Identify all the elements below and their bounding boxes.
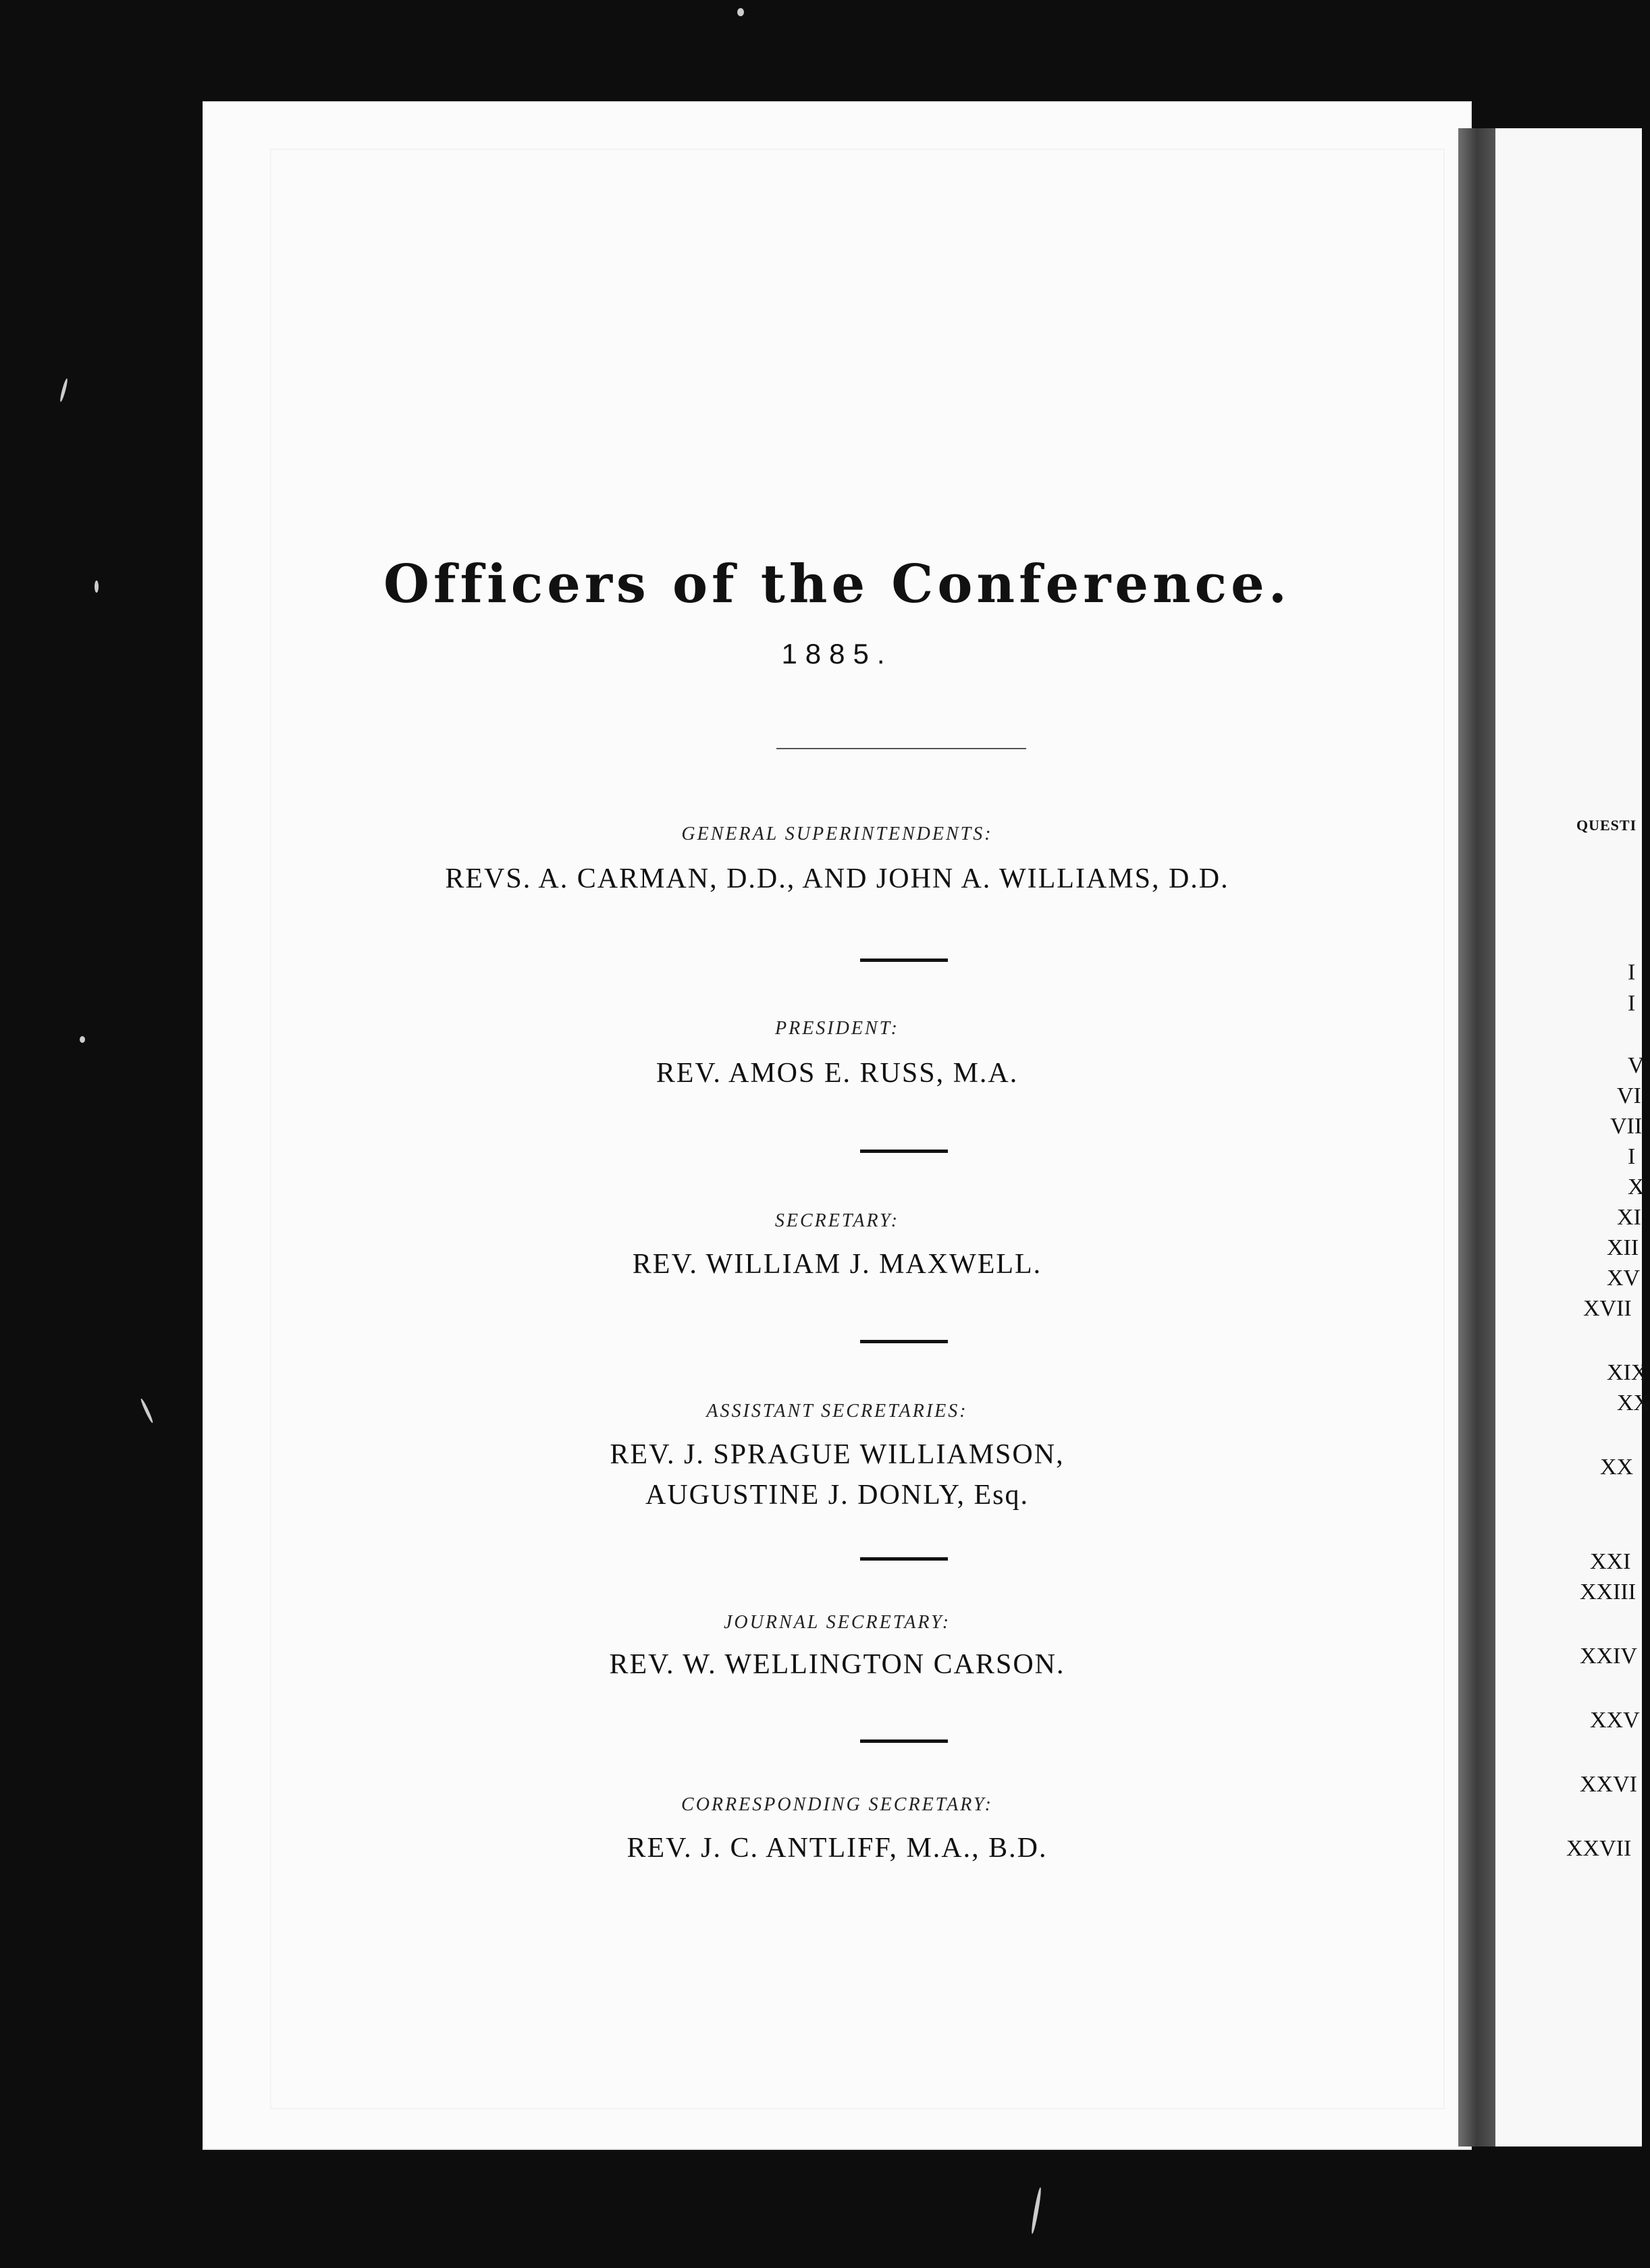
section-label: CORRESPONDING SECRETARY: <box>681 1794 993 1815</box>
facing-numeral: XII <box>1607 1235 1639 1260</box>
scan-speck <box>1030 2187 1042 2234</box>
section-divider <box>860 1340 948 1343</box>
section-names <box>203 1828 1472 1868</box>
facing-numeral: XXIII <box>1580 1580 1636 1604</box>
facing-numeral: I <box>1628 1144 1636 1169</box>
officer-name: REV. W. WELLINGTON CARSON. <box>609 1649 1065 1680</box>
section-names <box>203 1434 1472 1515</box>
page-title: Officers of the Conference. <box>383 554 1291 615</box>
section-names <box>203 1644 1472 1685</box>
page-year: 1885. <box>781 638 893 670</box>
section-names <box>203 859 1472 899</box>
facing-numeral: XV <box>1607 1266 1641 1291</box>
section-divider <box>860 1739 948 1743</box>
officer-name: REV. WILLIAM J. MAXWELL. <box>632 1249 1042 1280</box>
officer-name: REV. J. SPRAGUE WILLIAMSON, <box>610 1439 1065 1470</box>
facing-numeral: I <box>1628 991 1636 1016</box>
section-label: ASSISTANT SECRETARIES: <box>706 1401 968 1422</box>
facing-numeral: XXVII <box>1566 1836 1632 1861</box>
facing-numeral: V <box>1628 1053 1645 1078</box>
facing-numeral: XI <box>1617 1205 1641 1230</box>
section-divider <box>860 1150 948 1153</box>
section-label: PRESIDENT: <box>775 1018 899 1039</box>
section-label: GENERAL SUPERINTENDENTS: <box>681 824 993 844</box>
facing-numeral: XXIV <box>1580 1644 1637 1669</box>
facing-numeral: XXVI <box>1580 1772 1637 1797</box>
scan-speck <box>95 580 99 593</box>
section-divider <box>860 959 948 962</box>
facing-numeral: XX <box>1600 1455 1634 1480</box>
scan-speck <box>59 378 68 402</box>
facing-numeral: XXI <box>1590 1549 1631 1574</box>
section-label: JOURNAL SECRETARY: <box>723 1612 951 1633</box>
scan-speck <box>737 8 744 16</box>
facing-numeral: XXV <box>1590 1708 1640 1733</box>
facing-page-heading: QUESTI <box>1576 817 1637 834</box>
title-rule <box>776 748 1026 749</box>
section-names <box>203 1053 1472 1094</box>
facing-numeral: XX <box>1617 1390 1650 1415</box>
officer-name: REVS. A. CARMAN, D.D., AND JOHN A. WILLIAMS, D.D. <box>445 863 1229 894</box>
facing-numeral: VII <box>1610 1114 1643 1139</box>
section-label: SECRETARY: <box>774 1210 900 1231</box>
officer-name: AUGUSTINE J. DONLY, Esq. <box>645 1480 1030 1511</box>
facing-numeral: XVII <box>1583 1296 1632 1321</box>
facing-numeral: XIX <box>1607 1360 1648 1385</box>
section-divider <box>860 1557 948 1561</box>
officer-name: REV. J. C. ANTLIFF, M.A., B.D. <box>627 1833 1048 1864</box>
facing-page <box>1495 128 1650 2146</box>
facing-numeral: I <box>1628 960 1636 985</box>
scan-speck <box>80 1036 85 1043</box>
officer-name: REV. AMOS E. RUSS, M.A. <box>656 1058 1019 1089</box>
facing-numeral: VI <box>1617 1083 1641 1108</box>
facing-numeral: X <box>1628 1174 1645 1199</box>
scan-speck <box>140 1398 154 1424</box>
section-names <box>203 1244 1472 1285</box>
